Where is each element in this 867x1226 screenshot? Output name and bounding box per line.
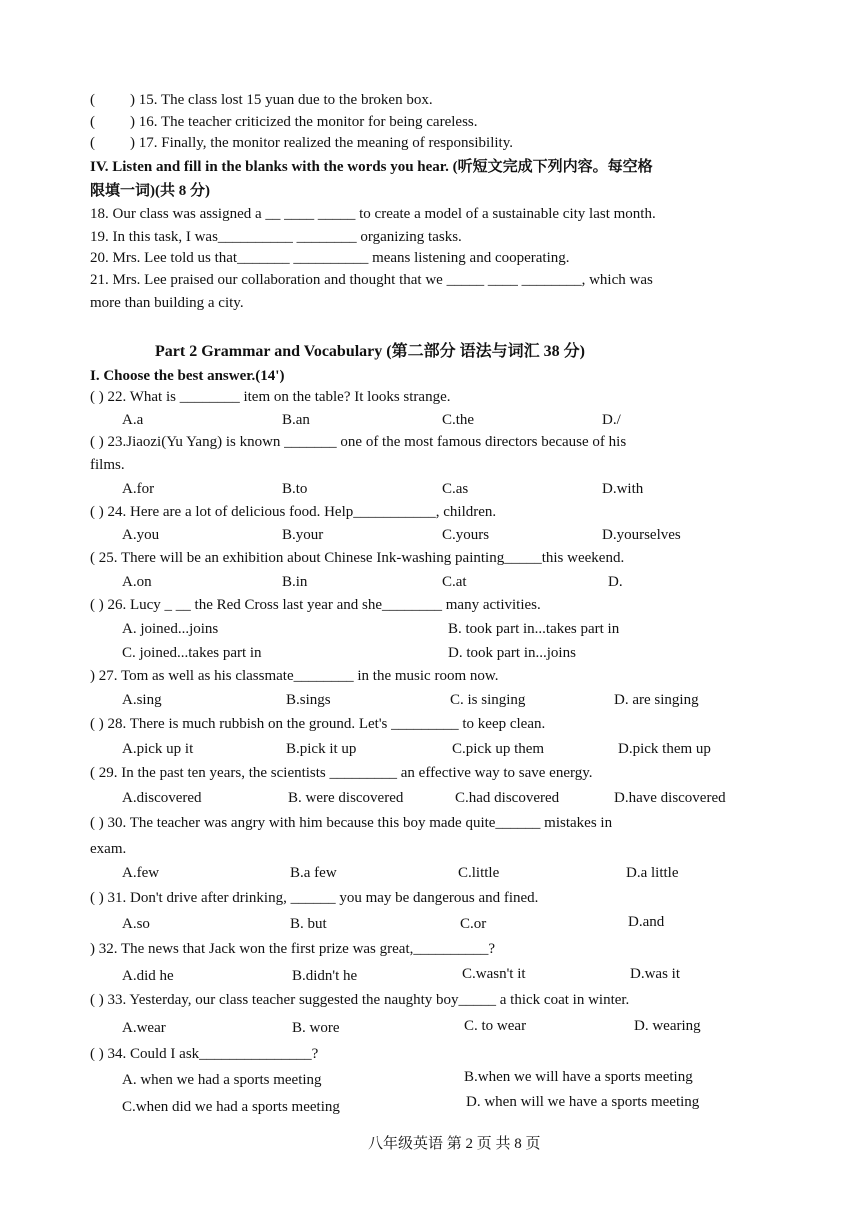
section-iv-heading-cont: 限填一词)(共 8 分) (90, 183, 210, 199)
q29-option-c: C.had discovered (455, 790, 560, 806)
q25-option-d: D. (608, 574, 623, 590)
q22-option-b: B.an (282, 412, 310, 428)
q28-option-c: C.pick up them (452, 741, 545, 757)
q27-option-d: D. are singing (614, 692, 699, 708)
q34-option-c: C.when did we had a sports meeting (122, 1099, 340, 1115)
tf-item-16: ( ) 16. The teacher criticized the monitor for being careless. (90, 114, 478, 130)
q33-option-c: C. to wear (464, 1018, 527, 1034)
question-32: ) 32. The news that Jack won the first prize was great,__________? (90, 941, 496, 957)
q26-option-b: B. took part in...takes part in (448, 621, 620, 637)
q30-option-c: C.little (458, 865, 500, 881)
q32-option-b: B.didn't he (292, 968, 358, 984)
q23-option-b: B.to (282, 481, 308, 497)
q22-option-c: C.the (442, 412, 475, 428)
question-23-cont: films. (90, 457, 125, 473)
q31-option-c: C.or (460, 916, 487, 932)
question-25: ( 25. There will be an exhibition about Chinese Ink-washing painting_____this weekend. (90, 550, 625, 566)
q30-option-b: B.a few (290, 865, 337, 881)
fill-item-19: 19. In this task, I was__________ ________ organizing tasks. (90, 229, 462, 245)
q22-option-a: A.a (122, 412, 144, 428)
question-34: ( ) 34. Could I ask_______________? (90, 1046, 319, 1062)
q33-option-d: D. wearing (634, 1018, 701, 1034)
q30-option-d: D.a little (626, 865, 679, 881)
q25-option-a: A.on (122, 574, 152, 590)
q22-option-d: D./ (602, 412, 621, 428)
q28-option-d: D.pick them up (618, 741, 711, 757)
q26-option-d: D. took part in...joins (448, 645, 576, 661)
q27-option-b: B.sings (286, 692, 331, 708)
q26-option-a: A. joined...joins (122, 621, 219, 637)
q31-option-b: B. but (290, 916, 327, 932)
part2-title: Part 2 Grammar and Vocabulary (第二部分 语法与词汇 38 分) (155, 343, 585, 360)
q29-option-b: B. were discovered (288, 790, 404, 806)
fill-item-20: 20. Mrs. Lee told us that_______ __________ means listening and cooperating. (90, 250, 570, 266)
q34-option-a: A. when we had a sports meeting (122, 1072, 322, 1088)
q33-option-a: A.wear (122, 1020, 166, 1036)
q24-option-a: A.you (122, 527, 160, 543)
q25-option-b: B.in (282, 574, 308, 590)
q24-option-b: B.your (282, 527, 324, 543)
question-31: ( ) 31. Don't drive after drinking, ______ you may be dangerous and fined. (90, 890, 539, 906)
q24-option-d: D.yourselves (602, 527, 681, 543)
q33-option-b: B. wore (292, 1020, 340, 1036)
fill-item-21: 21. Mrs. Lee praised our collaboration and thought that we _____ ____ ________, which was (90, 272, 653, 288)
question-22: ( ) 22. What is ________ item on the table? It looks strange. (90, 389, 451, 405)
question-33: ( ) 33. Yesterday, our class teacher suggested the naughty boy_____ a thick coat in winter. (90, 992, 630, 1008)
question-28: ( ) 28. There is much rubbish on the ground. Let's _________ to keep clean. (90, 716, 546, 732)
q31-option-d: D.and (628, 914, 665, 930)
section-i-heading: I. Choose the best answer.(14') (90, 368, 285, 384)
question-24: ( ) 24. Here are a lot of delicious food. Help___________, children. (90, 504, 497, 520)
q23-option-d: D.with (602, 481, 644, 497)
q32-option-c: C.wasn't it (462, 966, 526, 982)
q32-option-a: A.did he (122, 968, 174, 984)
q29-option-d: D.have discovered (614, 790, 726, 806)
q26-option-c: C. joined...takes part in (122, 645, 262, 661)
q30-option-a: A.few (122, 865, 160, 881)
q25-option-c: C.at (442, 574, 467, 590)
question-27: ) 27. Tom as well as his classmate________ in the music room now. (90, 668, 499, 684)
question-26: ( ) 26. Lucy _ __ the Red Cross last year and she________ many activities. (90, 597, 541, 613)
question-29: ( 29. In the past ten years, the scientists _________ an effective way to save energy. (90, 765, 593, 781)
q23-option-a: A.for (122, 481, 155, 497)
q23-option-c: C.as (442, 481, 469, 497)
q34-option-b: B.when we will have a sports meeting (464, 1069, 693, 1085)
question-23: ( ) 23.Jiaozi(Yu Yang) is known _______ one of the most famous directors because of his (90, 434, 627, 450)
q24-option-c: C.yours (442, 527, 490, 543)
q27-option-a: A.sing (122, 692, 162, 708)
fill-item-21-cont: more than building a city. (90, 295, 244, 311)
q28-option-b: B.pick it up (286, 741, 357, 757)
q28-option-a: A.pick up it (122, 741, 194, 757)
tf-item-15: ( ) 15. The class lost 15 yuan due to the broken box. (90, 92, 433, 108)
question-30: ( ) 30. The teacher was angry with him because this boy made quite______ mistakes in (90, 815, 613, 831)
q34-option-d: D. when will we have a sports meeting (466, 1094, 700, 1110)
section-iv-heading: IV. Listen and fill in the blanks with the words you hear. (听短文完成下列内容。每空格 (90, 159, 653, 175)
q29-option-a: A.discovered (122, 790, 202, 806)
tf-item-17: ( ) 17. Finally, the monitor realized the meaning of responsibility. (90, 135, 513, 151)
question-30-cont: exam. (90, 841, 127, 857)
fill-item-18: 18. Our class was assigned a __ ____ _____ to create a model of a sustainable city last month. (90, 206, 656, 222)
q31-option-a: A.so (122, 916, 150, 932)
page-footer: 八年级英语 第 2 页 共 8 页 (368, 1136, 541, 1152)
q32-option-d: D.was it (630, 966, 680, 982)
q27-option-c: C. is singing (450, 692, 526, 708)
